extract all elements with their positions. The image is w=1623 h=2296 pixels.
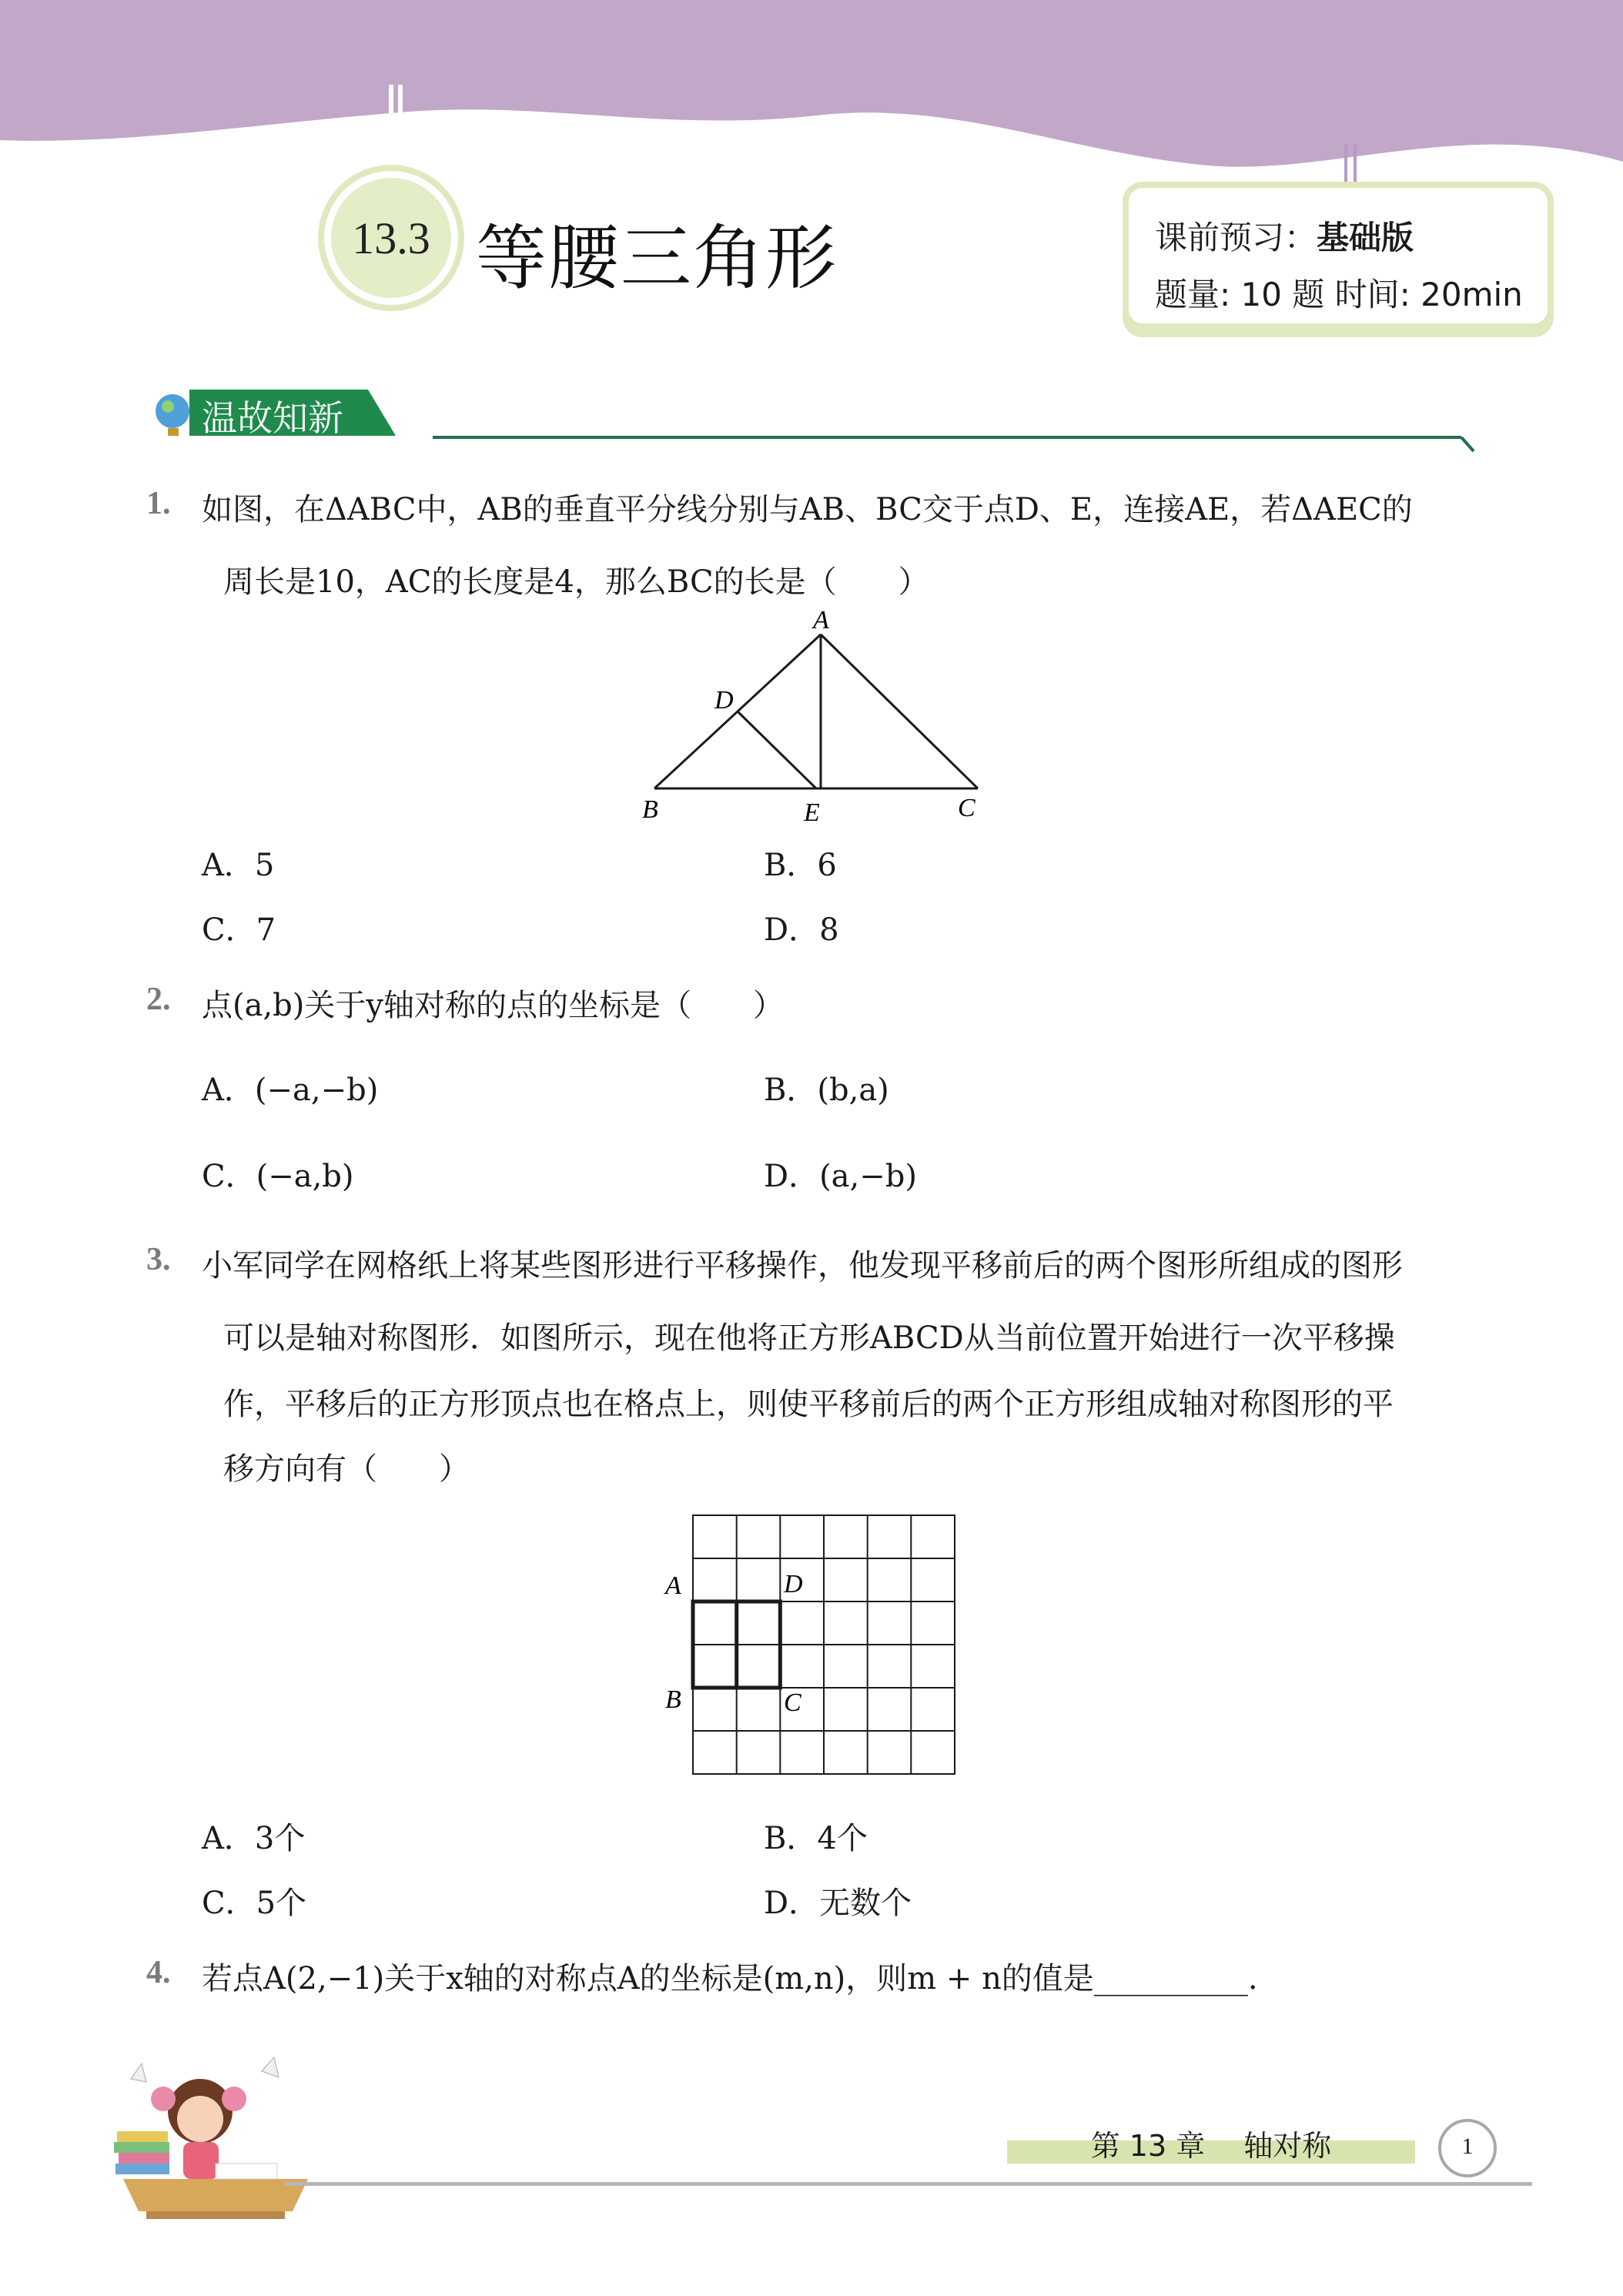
question-number: 4. — [146, 1955, 171, 1990]
student-illustration — [108, 2048, 323, 2225]
figure-label-a: A — [813, 606, 829, 634]
option-c[interactable]: C．(−a,b) — [202, 1159, 354, 1194]
preview-level: 基础版 — [1317, 219, 1414, 256]
question-text: 若点A(2,−1)关于x轴的对称点A的坐标是(m,n)，则m + n的值是__________. — [202, 1961, 1258, 1996]
preview-level-line — [1155, 213, 1414, 259]
preview-count-line — [1155, 269, 1523, 316]
footer-chapter: 第 13 章 轴对称 — [1090, 2129, 1332, 2163]
figure-label-e: E — [804, 798, 820, 827]
question-text: 移方向有（ ） — [223, 1451, 470, 1487]
question-text: 作，平移后的正方形顶点也在格点上，则使平移前后的两个正方形组成轴对称图形的平 — [223, 1387, 1394, 1422]
figure-label-b: B — [642, 795, 658, 824]
option-c[interactable]: C．5个 — [202, 1886, 307, 1921]
page-number: 1 — [1461, 2134, 1474, 2159]
question-number: 3. — [146, 1242, 171, 1277]
figure-label-d: D — [714, 686, 734, 715]
preview-label: 课前预习： — [1155, 219, 1317, 256]
question-text: 小军同学在网格纸上将某些图形进行平移操作，他发现平移前后的两个图形所组成的图形 — [202, 1248, 1403, 1284]
option-a[interactable]: A．5 — [202, 848, 275, 883]
grid-label-d: D — [784, 1570, 803, 1598]
time-limit: 时间: 20min — [1334, 276, 1523, 313]
section-number: 13.3 — [352, 213, 430, 263]
option-d[interactable]: D．无数个 — [764, 1886, 912, 1921]
question-text: 可以是轴对称图形．如图所示，现在他将正方形ABCD从当前位置开始进行一次平移操 — [223, 1320, 1395, 1356]
grid-label-a: A — [665, 1571, 681, 1600]
section-divider — [433, 428, 1480, 454]
page-title: 等腰三角形 — [476, 217, 838, 300]
question-count: 题量: 10 题 — [1155, 276, 1325, 313]
option-c[interactable]: C．7 — [202, 912, 276, 948]
question-text: 周长是10，AC的长度是4，那么BC的长是（ ） — [223, 564, 929, 600]
question-number: 1. — [146, 486, 171, 521]
question-number: 2. — [146, 982, 171, 1017]
option-b[interactable]: B．(b,a) — [764, 1073, 889, 1108]
option-b[interactable]: B．4个 — [764, 1821, 868, 1856]
question-text: 点(a,b)关于y轴对称的点的坐标是（ ） — [202, 988, 784, 1023]
grid-label-b: B — [665, 1685, 681, 1714]
triangle-figure — [631, 601, 1001, 832]
footer-divider — [285, 2182, 1532, 2186]
option-b[interactable]: B．6 — [764, 848, 837, 883]
option-a[interactable]: A．(−a,−b) — [202, 1073, 379, 1108]
option-d[interactable]: D．(a,−b) — [764, 1159, 917, 1194]
grid-label-c: C — [784, 1689, 801, 1717]
section-title: 温故知新 — [202, 397, 343, 439]
option-d[interactable]: D．8 — [764, 912, 839, 948]
figure-label-c: C — [958, 794, 975, 822]
grid-figure — [654, 1509, 962, 1786]
header-wave-banner — [0, 0, 1623, 208]
option-a[interactable]: A．3个 — [202, 1821, 306, 1856]
question-text: 如图，在ΔABC中，AB的垂直平分线分别与AB、BC交于点D、E，连接AE，若ΔAEC的 — [202, 492, 1413, 527]
